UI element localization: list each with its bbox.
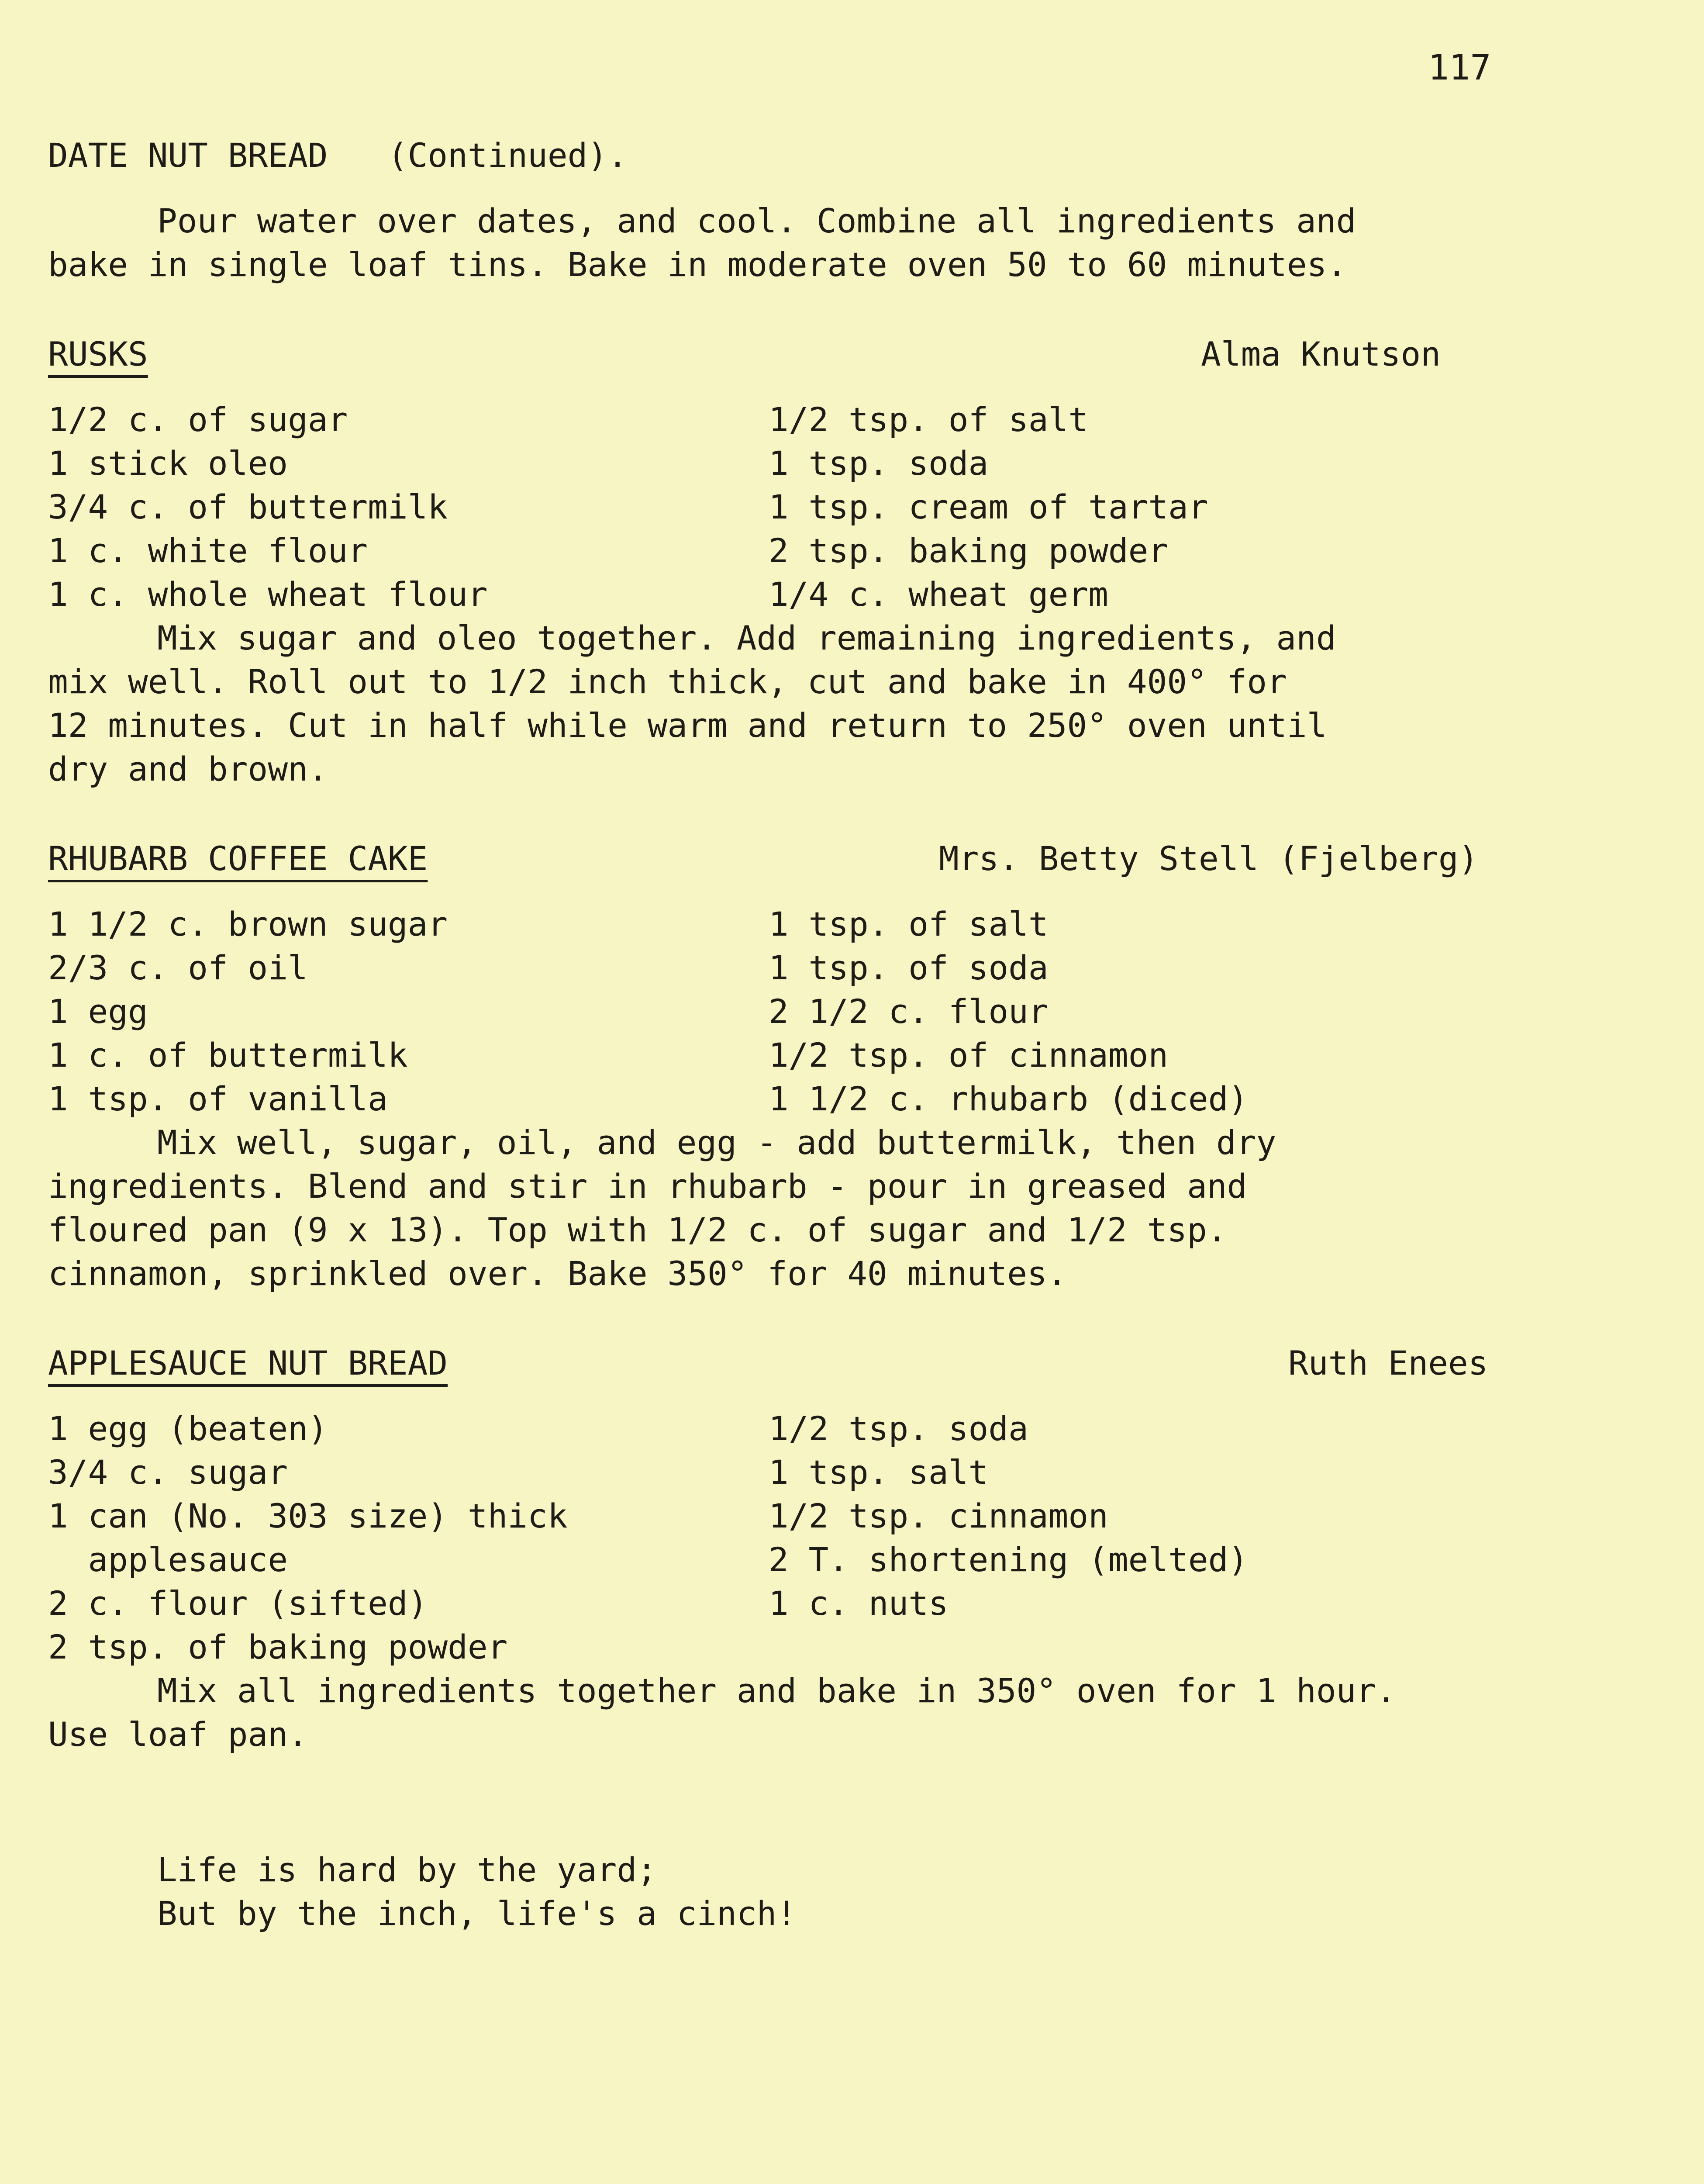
saying-line: Life is hard by the yard; <box>157 1850 657 1889</box>
directions-line: 12 minutes. Cut in half while warm and return to 250° oven until <box>48 706 1327 745</box>
ingredient: 2 1/2 c. flour <box>769 992 1049 1031</box>
directions-line: Mix sugar and oleo together. Add remaining ingredients, and <box>157 619 1336 657</box>
directions-line: Mix all ingredients together and bake in 350° oven for 1 hour. <box>157 1671 1396 1710</box>
ingredient: 1 tsp. salt <box>769 1453 989 1492</box>
continued-title: DATE NUT BREAD <box>48 136 328 175</box>
directions-line: floured pan (9 x 13). Top with 1/2 c. of sugar and 1/2 tsp. <box>48 1210 1227 1249</box>
ingredient: 1 stick oleo <box>48 444 288 483</box>
ingredient: 1 can (No. 303 size) thick <box>48 1496 568 1535</box>
ingredient: 1 tsp. soda <box>769 444 989 483</box>
ingredient: 2 T. shortening (melted) <box>769 1540 1249 1579</box>
ingredient: 1 1/2 c. brown sugar <box>48 905 448 943</box>
ingredient: 1 c. whole wheat flour <box>48 575 488 614</box>
ingredient: 1 egg <box>48 992 148 1031</box>
ingredient: 1 1/2 c. rhubarb (diced) <box>769 1079 1249 1118</box>
continued-text-line: Pour water over dates, and cool. Combine all ingredients and <box>157 201 1356 240</box>
ingredient: 1 egg (beaten) <box>48 1409 328 1448</box>
directions-line: Mix well, sugar, oil, and egg - add buttermilk, then dry <box>157 1123 1276 1162</box>
ingredient: 1/2 tsp. of cinnamon <box>769 1036 1169 1075</box>
directions-line: Use loaf pan. <box>48 1715 308 1754</box>
recipe-title: APPLESAUCE NUT BREAD <box>48 1344 448 1382</box>
ingredient: 2 tsp. of baking powder <box>48 1628 508 1666</box>
ingredient: 3/4 c. sugar <box>48 1453 288 1492</box>
continued-title-line <box>48 136 628 175</box>
ingredient: 2 c. flour (sifted) <box>48 1584 428 1623</box>
recipe-title: RHUBARB COFFEE CAKE <box>48 839 428 878</box>
directions-line: cinnamon, sprinkled over. Bake 350° for 40 minutes. <box>48 1254 1067 1293</box>
continued-suffix: (Continued). <box>387 136 628 175</box>
continued-text-line: bake in single loaf tins. Bake in moderate oven 50 to 60 minutes. <box>48 245 1347 284</box>
ingredient: 2/3 c. of oil <box>48 948 308 987</box>
ingredient: 1 tsp. cream of tartar <box>769 487 1208 526</box>
ingredient: 1 tsp. of vanilla <box>48 1079 388 1118</box>
ingredient: 1 c. nuts <box>769 1584 949 1623</box>
directions-line: dry and brown. <box>48 750 328 788</box>
ingredient: 2 tsp. baking powder <box>769 531 1169 570</box>
recipe-author: Ruth Enees <box>1288 1344 1488 1382</box>
ingredient: 1 tsp. of salt <box>769 905 1049 943</box>
ingredient: 1/2 c. of sugar <box>48 400 348 439</box>
ingredient: 3/4 c. of buttermilk <box>48 487 448 526</box>
recipe-author: Mrs. Betty Stell (Fjelberg) <box>939 839 1479 878</box>
saying-line: But by the inch, life's a cinch! <box>157 1894 797 1933</box>
ingredient: 1/2 tsp. soda <box>769 1409 1028 1448</box>
directions-line: ingredients. Blend and stir in rhubarb - pour in greased and <box>48 1167 1247 1206</box>
ingredient: applesauce <box>48 1540 288 1579</box>
ingredient: 1 tsp. of soda <box>769 948 1049 987</box>
recipe-author: Alma Knutson <box>1201 335 1441 373</box>
directions-line: mix well. Roll out to 1/2 inch thick, cut and bake in 400° for <box>48 662 1287 701</box>
ingredient: 1 c. of buttermilk <box>48 1036 408 1075</box>
ingredient: 1 c. white flour <box>48 531 368 570</box>
recipe-title: RUSKS <box>48 335 148 373</box>
ingredient: 1/2 tsp. cinnamon <box>769 1496 1108 1535</box>
page-number: 117 <box>1428 47 1491 88</box>
ingredient: 1/2 tsp. of salt <box>769 400 1089 439</box>
ingredient: 1/4 c. wheat germ <box>769 575 1108 614</box>
